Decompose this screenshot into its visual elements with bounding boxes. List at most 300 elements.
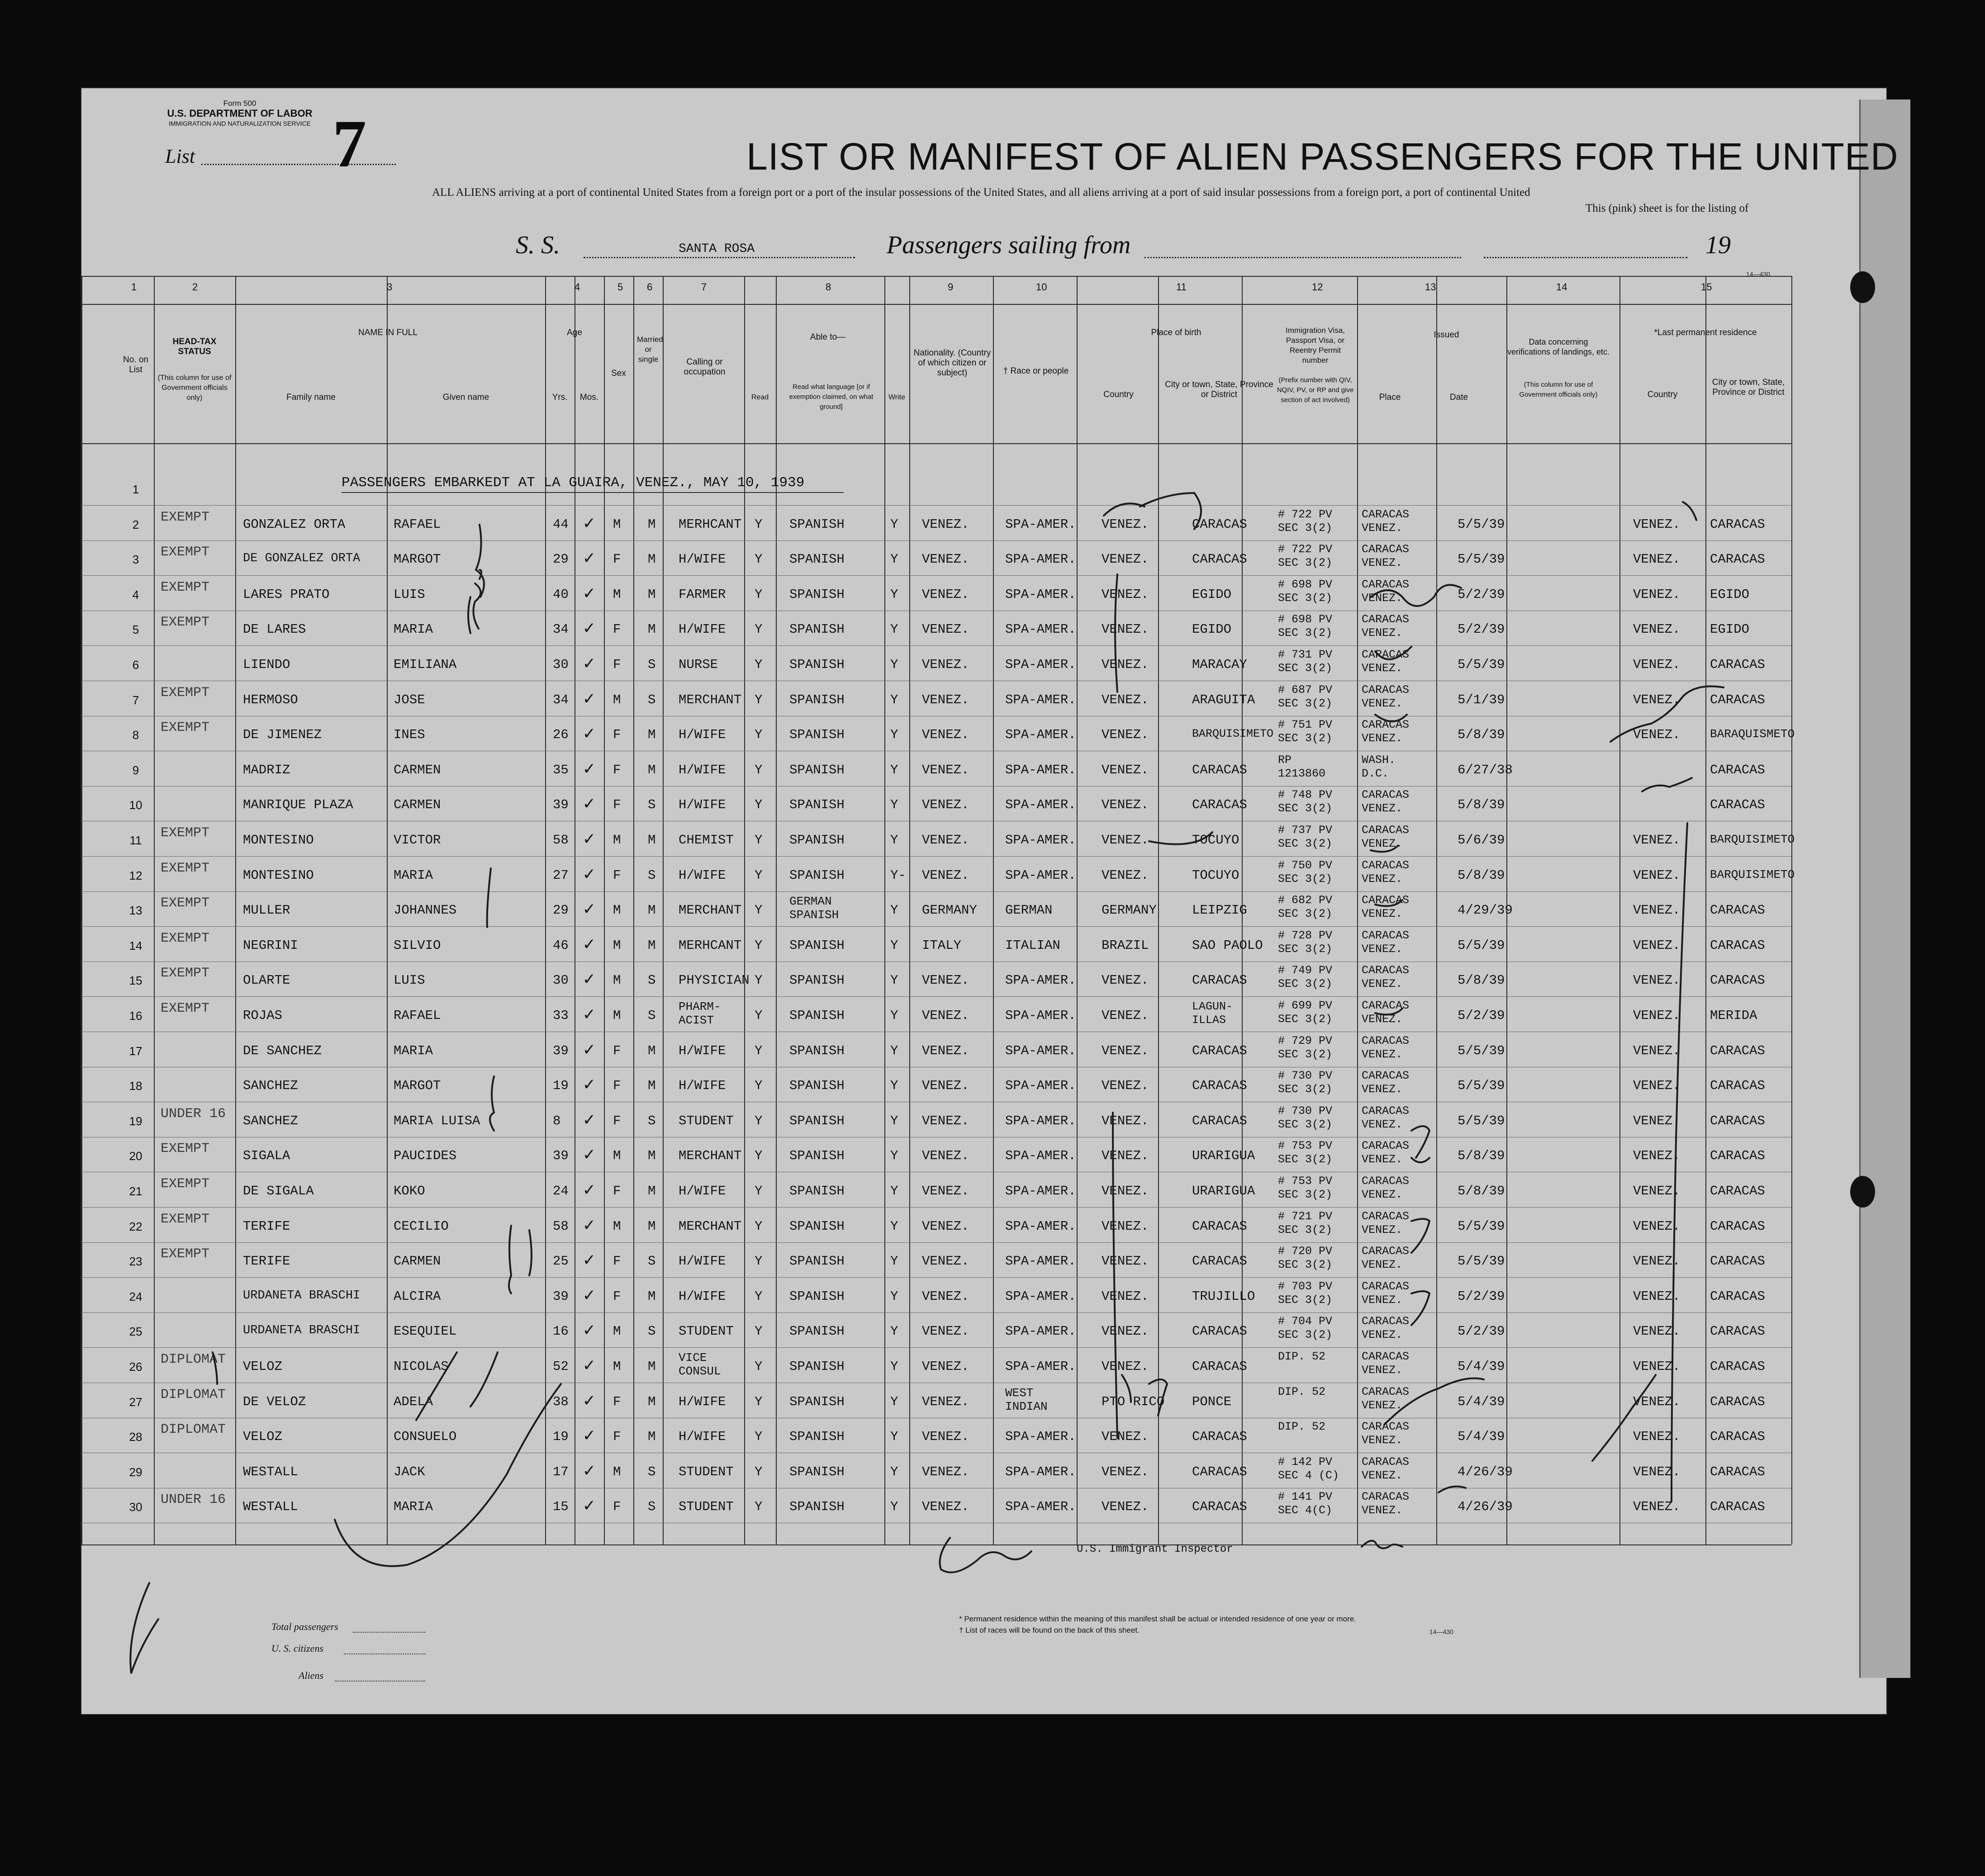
cell-issued-country: VENEZ. [1362, 1328, 1403, 1342]
col-number-5: 5 [617, 281, 623, 293]
cell-lang: SPANISH [789, 762, 845, 777]
cell-write: Y [890, 1218, 898, 1234]
cell-rcountry: VENEZ. [1633, 1289, 1681, 1304]
check-mark-icon: ✓ [584, 1251, 595, 1272]
cell-visa-section: SEC 3(2) [1278, 556, 1333, 570]
header-mos: Mos. [579, 393, 599, 402]
cell-issued-country: VENEZ. [1362, 696, 1403, 710]
cell-issued-country: VENEZ. [1362, 1083, 1403, 1096]
cell-write: Y [890, 727, 898, 743]
cell-occ: H/WIFE [679, 867, 726, 883]
cell-tax: EXEMPT [161, 966, 210, 981]
cell-lang: SPANISH [789, 692, 845, 707]
cell-race: SPA-AMER. [1005, 1043, 1076, 1058]
cell-bcity: URARIGUA [1192, 1184, 1255, 1199]
cell-ms: S [648, 867, 656, 883]
check-mark-icon: ✓ [584, 1040, 595, 1061]
cell-yrs: 58 [553, 1218, 569, 1234]
cell-visa-number: # 703 PV [1278, 1279, 1333, 1293]
cell-occ: H/WIFE [679, 727, 726, 743]
cell-rcountry: VENEZ. [1633, 1254, 1681, 1269]
cell-family: WESTALL [243, 1464, 298, 1479]
cell-nat: VENEZ. [922, 1254, 969, 1269]
cell-visa-number: # 704 PV [1278, 1315, 1333, 1328]
cell-tax: EXEMPT [161, 825, 210, 841]
cell-given: MARIA LUISA [394, 1113, 480, 1128]
check-mark-icon: ✓ [584, 1005, 595, 1026]
cell-nat: GERMANY [922, 903, 977, 918]
cell-visa-number: # 748 PV [1278, 788, 1333, 802]
row-line [81, 505, 1791, 506]
cell-sex: F [613, 622, 621, 637]
header-nationality: Nationality. (Country of which citizen or subject) [913, 348, 991, 378]
col-number-2: 2 [192, 281, 198, 293]
cell-visa-section: SEC 3(2) [1278, 1153, 1333, 1166]
cell-yrs: 16 [553, 1324, 569, 1339]
cell-lang: SPANISH [789, 552, 845, 567]
cell-family: HERMOSO [243, 692, 298, 707]
cell-nat: VENEZ. [922, 1499, 969, 1515]
row-number: 17 [129, 1044, 142, 1058]
cell-rcountry: VENEZ. [1633, 552, 1681, 567]
col-number-4: 4 [575, 281, 580, 293]
cell-lang: SPANISH [789, 516, 845, 532]
footnote-permanent-residence: * Permanent residence within the meaning of this manifest shall be actual or intended residence of one year or more. [959, 1615, 1356, 1623]
header-read: Read [751, 393, 769, 401]
cell-issued-place: CARACAS [1362, 507, 1410, 521]
cell-given: EMILIANA [394, 657, 457, 672]
cell-bcountry: VENEZ. [1102, 1254, 1149, 1269]
cell-ms: M [648, 1394, 656, 1409]
cell-bcountry: VENEZ. [1102, 762, 1149, 777]
cell-race: SPA-AMER. [1005, 1184, 1076, 1199]
cell-yrs: 39 [553, 1148, 569, 1164]
cell-visa-number: # 737 PV [1278, 824, 1333, 837]
cell-visa-number: # 751 PV [1278, 718, 1333, 732]
aliens-label: Aliens [299, 1670, 323, 1681]
cell-date: 5/2/39 [1458, 1289, 1505, 1304]
cell-issued-country: VENEZ. [1362, 1398, 1403, 1412]
cell-visa-number: DIP. 52 [1278, 1350, 1326, 1363]
cell-rcountry: VENEZ. [1633, 1324, 1681, 1339]
cell-visa-number: # 750 PV [1278, 858, 1333, 872]
form-header [158, 99, 321, 128]
cell-date: 5/8/39 [1458, 1148, 1505, 1164]
cell-visa-section: SEC 3(2) [1278, 626, 1333, 640]
header-family-name: Family name [286, 393, 336, 402]
cell-bcountry: VENEZ. [1102, 622, 1149, 637]
cell-lang: SPANISH [789, 1148, 845, 1164]
cell-visa-section: SEC 3(2) [1278, 942, 1333, 956]
us-citizens-label: U. S. citizens [271, 1643, 323, 1654]
row-number: 6 [132, 658, 139, 672]
cell-bcity: CARACAS [1192, 797, 1247, 813]
cell-rcity: BARQUISIMETO [1710, 833, 1795, 846]
row-number: 1 [132, 483, 139, 496]
cell-sex: F [613, 1113, 621, 1128]
cell-family: MULLER [243, 903, 290, 918]
cell-tax: UNDER 16 [161, 1106, 226, 1122]
header-given-name: Given name [442, 393, 489, 402]
cell-lang: SPANISH [789, 1324, 845, 1339]
cell-tax: EXEMPT [161, 1001, 210, 1016]
row-line [81, 856, 1791, 857]
ss-line [584, 257, 855, 258]
cell-read: Y [755, 1148, 763, 1164]
cell-bcity: CARACAS [1192, 1324, 1247, 1339]
cell-yrs: 30 [553, 657, 569, 672]
cell-family: DE VELOZ [243, 1394, 306, 1409]
row-number: 10 [129, 798, 142, 812]
cell-rcity: CARACAS [1710, 1499, 1765, 1515]
cell-given: CARMEN [394, 797, 441, 813]
col-number-13: 13 [1425, 281, 1436, 293]
cell-sex: M [613, 1218, 621, 1234]
cell-lang: SPANISH [789, 1429, 845, 1445]
cell-given: ALCIRA [394, 1289, 441, 1304]
header-place-of-birth: Place of birth [1151, 328, 1201, 337]
cell-yrs: 8 [553, 1113, 561, 1128]
row-number: 25 [129, 1325, 142, 1339]
cell-race: SPA-AMER. [1005, 552, 1076, 567]
cell-visa-section: SEC 3(2) [1278, 802, 1333, 815]
cell-issued-place: CARACAS [1362, 578, 1410, 591]
cell-family: WESTALL [243, 1499, 298, 1515]
cell-nat: VENEZ. [922, 727, 969, 743]
cell-family: MONTESINO [243, 833, 314, 848]
cell-rcity: CARACAS [1710, 1464, 1765, 1479]
cell-bcity: CARACAS [1192, 552, 1247, 567]
cell-ms: M [648, 727, 656, 743]
cell-rcity: EGIDO [1710, 587, 1750, 602]
cell-bcity: CARACAS [1192, 973, 1247, 988]
cell-sex: M [613, 587, 621, 602]
cell-ms: M [648, 1148, 656, 1164]
header-issued-place: Place [1379, 393, 1401, 402]
cell-issued-country: VENEZ. [1362, 662, 1403, 675]
cell-issued-country: VENEZ. [1362, 907, 1403, 921]
cell-date: 4/26/39 [1458, 1499, 1513, 1515]
cell-visa-section: SEC 3(2) [1278, 662, 1333, 675]
cell-bcountry: VENEZ. [1102, 1043, 1149, 1058]
grid-col [909, 276, 910, 1544]
check-mark-icon: ✓ [584, 970, 595, 991]
cell-issued-country: VENEZ. [1362, 1188, 1403, 1201]
cell-rcity: CARACAS [1710, 973, 1765, 988]
cell-tax: DIPLOMAT [161, 1387, 226, 1402]
row-number: 12 [129, 868, 142, 882]
cell-issued-place: CARACAS [1362, 1385, 1410, 1398]
cell-issued-place: CARACAS [1362, 1069, 1410, 1083]
cell-family: SANCHEZ [243, 1078, 298, 1094]
cell-yrs: 35 [553, 762, 569, 777]
cell-race: WEST INDIAN [1005, 1386, 1048, 1413]
cell-rcountry: VENEZ. [1633, 657, 1681, 672]
sailing-from-label: Passengers sailing from [887, 231, 1131, 259]
cell-ms: M [648, 552, 656, 567]
cell-occ: H/WIFE [679, 1429, 726, 1445]
cell-family: SIGALA [243, 1148, 290, 1164]
cell-ms: S [648, 1008, 656, 1023]
cell-yrs: 39 [553, 1289, 569, 1304]
cell-lang: SPANISH [789, 1464, 845, 1479]
cell-rcountry: VENEZ. [1633, 1148, 1681, 1164]
cell-issued-country: D.C. [1362, 767, 1389, 780]
cell-bcountry: VENEZ. [1102, 727, 1149, 743]
check-mark-icon: ✓ [584, 1391, 595, 1412]
cell-bcountry: VENEZ. [1102, 1289, 1149, 1304]
cell-issued-place: CARACAS [1362, 1455, 1410, 1469]
cell-occ: H/WIFE [679, 1394, 726, 1409]
header-race: † Race or people [1003, 366, 1069, 376]
cell-date: 5/2/39 [1458, 1008, 1505, 1023]
cell-family: LARES PRATO [243, 587, 330, 602]
row-number: 4 [132, 587, 139, 602]
cell-visa-number: # 753 PV [1278, 1175, 1333, 1188]
cell-rcity: CARACAS [1710, 1184, 1765, 1199]
cell-ms: M [648, 903, 656, 918]
header-head-tax-note: (This column for use of Government officials only) [157, 374, 232, 402]
cell-yrs: 34 [553, 692, 569, 707]
cell-bcountry: BRAZIL [1102, 938, 1149, 953]
grid-col [387, 276, 388, 1544]
cell-yrs: 26 [553, 727, 569, 743]
cell-race: SPA-AMER. [1005, 762, 1076, 777]
cell-family: GONZALEZ ORTA [243, 516, 346, 532]
cell-race: GERMAN [1005, 903, 1053, 918]
cell-nat: VENEZ. [922, 1148, 969, 1164]
cell-bcountry: VENEZ. [1102, 1218, 1149, 1234]
cell-issued-place: CARACAS [1362, 648, 1410, 661]
cell-sex: F [613, 727, 621, 743]
manifest-title: LIST OR MANIFEST OF ALIEN PASSENGERS FOR THE UNITED [746, 135, 1899, 178]
cell-nat: VENEZ. [922, 867, 969, 883]
cell-lang: SPANISH [789, 833, 845, 848]
cell-occ: MERCHANT [679, 692, 742, 707]
col-number-11: 11 [1176, 281, 1187, 293]
cell-ms: S [648, 1254, 656, 1269]
cell-race: SPA-AMER. [1005, 797, 1076, 813]
cell-visa-section: SEC 3(2) [1278, 591, 1333, 605]
cell-family: URDANETA BRASCHI [243, 1289, 361, 1303]
cell-given: CARMEN [394, 762, 441, 777]
col-number-3: 3 [387, 281, 393, 293]
cell-sex: F [613, 1499, 621, 1515]
row-number: 26 [129, 1360, 142, 1374]
cell-issued-country: VENEZ. [1362, 591, 1403, 605]
check-mark-icon: ✓ [584, 1110, 595, 1131]
cell-issued-country: VENEZ. [1362, 1258, 1403, 1272]
cell-write: Y- [890, 867, 906, 883]
cell-visa-number: # 722 PV [1278, 543, 1333, 556]
cell-write: Y [890, 1464, 898, 1479]
cell-write: Y [890, 1499, 898, 1515]
cell-bcountry: VENEZ. [1102, 1359, 1149, 1374]
cell-rcountry: VENEZ. [1633, 903, 1681, 918]
cell-family: MANRIQUE PLAZA [243, 797, 353, 813]
header-birth-city: City or town, State, Province or District [1165, 380, 1273, 399]
cell-read: Y [755, 833, 763, 848]
cell-family: MONTESINO [243, 867, 314, 883]
cell-bcountry: VENEZ. [1102, 1464, 1149, 1479]
cell-nat: ITALY [922, 938, 962, 953]
cell-issued-country: VENEZ. [1362, 1434, 1403, 1447]
cell-issued-country: VENEZ. [1362, 802, 1403, 815]
cell-ms: M [648, 622, 656, 637]
cell-race: SPA-AMER. [1005, 1078, 1076, 1094]
cell-yrs: 39 [553, 797, 569, 813]
cell-sex: M [613, 833, 621, 848]
punch-hole [1850, 271, 1875, 303]
cell-nat: VENEZ. [922, 1324, 969, 1339]
cell-occ: H/WIFE [679, 1289, 726, 1304]
grid-col [663, 276, 664, 1544]
cell-read: Y [755, 1359, 763, 1374]
cell-tax: EXEMPT [161, 895, 210, 911]
row-line [81, 540, 1791, 541]
cell-occ: H/WIFE [679, 622, 726, 637]
row-number: 30 [129, 1500, 142, 1514]
cell-write: Y [890, 552, 898, 567]
cell-race: ITALIAN [1005, 938, 1060, 953]
cell-visa-section: SEC 3(2) [1278, 521, 1333, 535]
cell-nat: VENEZ. [922, 1289, 969, 1304]
cell-occ: FARMER [679, 587, 726, 602]
cell-bcity: BARQUISIMETO [1192, 727, 1274, 741]
cell-rcity: CARACAS [1710, 1359, 1765, 1374]
cell-race: SPA-AMER. [1005, 1324, 1076, 1339]
cell-bcountry: VENEZ. [1102, 516, 1149, 532]
cell-nat: VENEZ. [922, 622, 969, 637]
cell-occ: MERHCANT [679, 516, 742, 532]
header-visa-note: (Prefix number with QIV, NQIV, PV, or RP and give section of act involved) [1277, 376, 1354, 404]
cell-given: INES [394, 727, 425, 743]
cell-write: Y [890, 1254, 898, 1269]
cell-sex: F [613, 1043, 621, 1058]
cell-ms: M [648, 938, 656, 953]
cell-date: 5/5/39 [1458, 1113, 1505, 1128]
cell-issued-place: CARACAS [1362, 1245, 1410, 1258]
cell-yrs: 17 [553, 1464, 569, 1479]
cell-date: 6/27/38 [1458, 762, 1513, 777]
cell-read: Y [755, 587, 763, 602]
cell-lang: SPANISH [789, 973, 845, 988]
cell-read: Y [755, 1184, 763, 1199]
grid-col [81, 276, 82, 1544]
cell-visa-number: # 141 PV [1278, 1490, 1333, 1504]
check-mark-icon: ✓ [584, 654, 595, 675]
cell-sex: F [613, 867, 621, 883]
cell-rcountry: VENEZ. [1633, 727, 1681, 743]
cell-rcity: CARACAS [1710, 1254, 1765, 1269]
cell-yrs: 46 [553, 938, 569, 953]
cell-date: 5/5/39 [1458, 1218, 1505, 1234]
cell-race: SPA-AMER. [1005, 1429, 1076, 1445]
cell-rcountry: VENEZ. [1633, 1043, 1681, 1058]
cell-occ: H/WIFE [679, 1043, 726, 1058]
ss-label: S. S. [516, 231, 560, 259]
cell-family: URDANETA BRASCHI [243, 1324, 361, 1338]
row-line [81, 996, 1791, 997]
cell-issued-place: CARACAS [1362, 964, 1410, 977]
cell-nat: VENEZ. [922, 516, 969, 532]
cell-write: Y [890, 1324, 898, 1339]
cell-yrs: 30 [553, 973, 569, 988]
cell-nat: VENEZ. [922, 1184, 969, 1199]
cell-rcountry: VENEZ. [1633, 587, 1681, 602]
cell-issued-place: CARACAS [1362, 1490, 1410, 1504]
cell-read: Y [755, 1324, 763, 1339]
check-mark-icon: ✓ [584, 1426, 595, 1447]
cell-nat: VENEZ. [922, 1359, 969, 1374]
cell-race: SPA-AMER. [1005, 1464, 1076, 1479]
check-mark-icon: ✓ [584, 584, 595, 605]
check-mark-icon: ✓ [584, 759, 595, 780]
cell-rcountry: VENEZ. [1633, 867, 1681, 883]
cell-nat: VENEZ. [922, 1043, 969, 1058]
cell-rcity: CARACAS [1710, 1324, 1765, 1339]
cell-visa-section: SEC 3(2) [1278, 1258, 1333, 1272]
cell-rcity: CARACAS [1710, 692, 1765, 707]
cell-bcity: CARACAS [1192, 1078, 1247, 1094]
check-mark-icon: ✓ [584, 549, 595, 570]
cell-issued-country: VENEZ. [1362, 732, 1403, 745]
year-prefix: 19 [1705, 231, 1731, 259]
cell-read: Y [755, 657, 763, 672]
cell-bcity: CARACAS [1192, 1359, 1247, 1374]
cell-write: Y [890, 973, 898, 988]
row-number: 14 [129, 938, 142, 952]
cell-read: Y [755, 1429, 763, 1445]
cell-rcountry: VENEZ. [1633, 1184, 1681, 1199]
check-mark-icon: ✓ [584, 935, 595, 956]
cell-issued-country: VENEZ. [1362, 1504, 1403, 1517]
row-number: 7 [132, 693, 139, 707]
cell-ms: S [648, 692, 656, 707]
cell-visa-number: # 731 PV [1278, 648, 1333, 661]
embarkation-note: PASSENGERS EMBARKEDT AT LA GUAIRA, VENEZ., MAY 10, 1939 [342, 475, 805, 491]
grid-col [235, 276, 236, 1544]
cell-write: Y [890, 1289, 898, 1304]
row-number: 5 [132, 623, 139, 637]
cell-write: Y [890, 1008, 898, 1023]
cell-sex: M [613, 1464, 621, 1479]
cell-issued-place: CARACAS [1362, 1104, 1410, 1118]
cell-date: 5/8/39 [1458, 727, 1505, 743]
header-calling: Calling or occupation [684, 357, 726, 377]
list-label: List [165, 145, 195, 167]
check-mark-icon: ✓ [584, 900, 595, 921]
cell-sex: M [613, 973, 621, 988]
cell-bcity: MARACAY [1192, 657, 1247, 672]
cell-ms: M [648, 1184, 656, 1199]
cell-issued-place: CARACAS [1362, 1350, 1410, 1363]
cell-tax: EXEMPT [161, 1176, 210, 1192]
cell-rcity: CARACAS [1710, 762, 1765, 777]
cell-rcity: CARACAS [1710, 1429, 1765, 1445]
header-head-tax: HEAD-TAX STATUS [172, 337, 217, 356]
cell-nat: VENEZ. [922, 797, 969, 813]
check-mark-icon: ✓ [584, 1356, 595, 1377]
cell-bcountry: VENEZ. [1102, 692, 1149, 707]
cell-visa-section: SEC 3(2) [1278, 696, 1333, 710]
cell-family: TERIFE [243, 1254, 290, 1269]
cell-occ: NURSE [679, 657, 718, 672]
row-line [81, 1312, 1791, 1313]
header-visa: Immigration Visa, Passport Visa, or Reentry Permit number [1285, 326, 1345, 365]
grid-col [1619, 276, 1620, 1544]
cell-sex: M [613, 1324, 621, 1339]
